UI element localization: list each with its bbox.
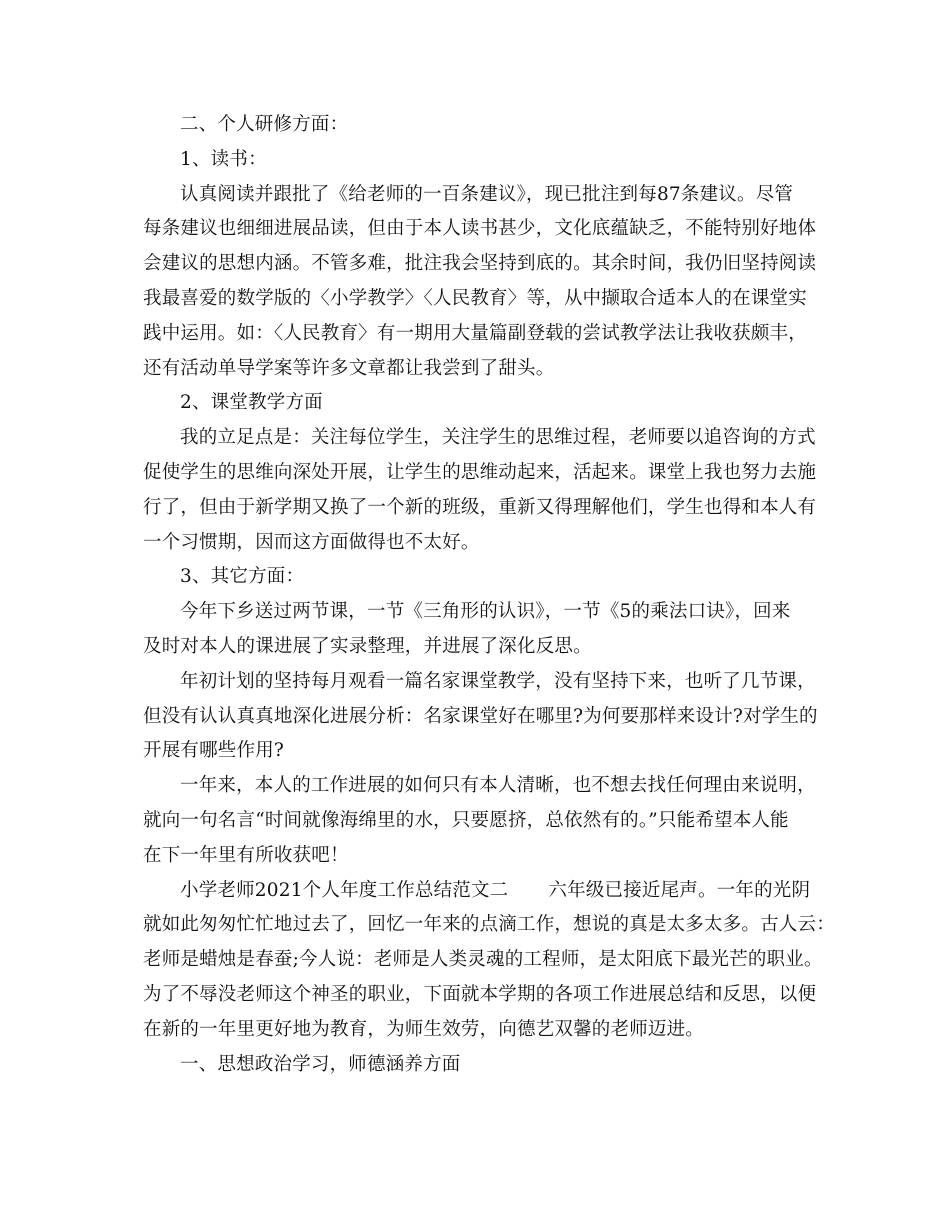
paragraph-line: 践中运用。如：〈人民教育〉有一期用大量篇副登载的尝试教学法让我收获颇丰， xyxy=(143,322,807,344)
paragraph-line: 行了，但由于新学期又换了一个新的班级，重新又得理解他们，学生也得和本人有 xyxy=(143,496,817,518)
section-heading: 二、个人研修方面： xyxy=(180,114,349,135)
paragraph-line: 会建议的思想内涵。不管多难，批注我会坚持到底的。其余时间，我仍旧坚持阅读 xyxy=(143,253,817,275)
paragraph-line: 我的立足点是：关注每位学生，关注学生的思维过程，老师要以追咨询的方式 xyxy=(180,427,816,449)
paragraph-line: 一年来，本人的工作进展的如何只有本人清晰，也不想去找任何理由来说明， xyxy=(180,775,816,797)
paragraph-line: 在下一年里有所收获吧！ xyxy=(143,844,349,866)
paragraph-line: 今年下乡送过两节课，一节《三角形的认识》，一节《5的乘法口诀》，回来 xyxy=(180,601,791,623)
paragraph-line: 认真阅读并跟批了《给老师的一百条建议》，现已批注到每87条建议。尽管 xyxy=(180,183,794,205)
paragraph-line: 促使学生的思维向深处开展，让学生的思维动起来，活起来。课堂上我也努力去施 xyxy=(143,461,817,483)
paragraph-line: 就向一句名言“时间就像海绵里的水，只要愿挤，总依然有的。”只能希望本人能 xyxy=(143,809,789,831)
paragraph-line: 为了不辱没老师这个神圣的职业，下面就本学期的各项工作进展总结和反思，以便 xyxy=(143,983,817,1005)
subsection-heading: 3、其它方面： xyxy=(180,566,305,588)
paragraph-line: 老师是蜡烛是春蚕;今人说：老师是人类灵魂的工程师，是太阳底下最光芒的职业。 xyxy=(143,949,823,971)
paragraph-start: 六年级已接近尾声。一年的光阴 xyxy=(548,879,811,901)
paragraph-line: 每条建议也细细进展品读，但由于本人读书甚少，文化底蕴缺乏，不能特别好地体 xyxy=(143,218,817,240)
paragraph-line: 就如此匆匆忙忙地过去了，回忆一年来的点滴工作，想说的真是太多太多。古人云： xyxy=(143,914,835,936)
article-title-line xyxy=(143,874,810,909)
section-heading: 一、思想政治学习，师德涵养方面 xyxy=(180,1053,461,1075)
paragraph-line: 我最喜爱的数学版的〈小学教学〉〈人民教育〉等，从中撷取合适本人的在课堂实 xyxy=(143,287,807,309)
paragraph-line: 一个习惯期，因而这方面做得也不太好。 xyxy=(143,531,480,553)
paragraph-line: 及时对本人的课进展了实录整理，并进展了深化反思。 xyxy=(143,635,592,657)
article-title: 小学老师2021个人年度工作总结范文二 xyxy=(180,879,509,901)
paragraph-line: 但没有认认真真地深化进展分析：名家课堂好在哪里?为何要那样来设计?对学生的 xyxy=(143,705,818,727)
subsection-heading: 2、课堂教学方面 xyxy=(180,392,323,414)
paragraph-line: 年初计划的坚持每月观看一篇名家课堂教学，没有坚持下来，也听了几节课， xyxy=(180,670,816,692)
paragraph-line: 开展有哪些作用? xyxy=(143,740,285,762)
subsection-heading: 1、读书： xyxy=(180,148,267,170)
paragraph-line: 还有活动单导学案等许多文章都让我尝到了甜头。 xyxy=(143,357,555,379)
paragraph-line: 在新的一年里更好地为教育，为师生效劳，向德艺双馨的老师迈进。 xyxy=(143,1018,705,1040)
